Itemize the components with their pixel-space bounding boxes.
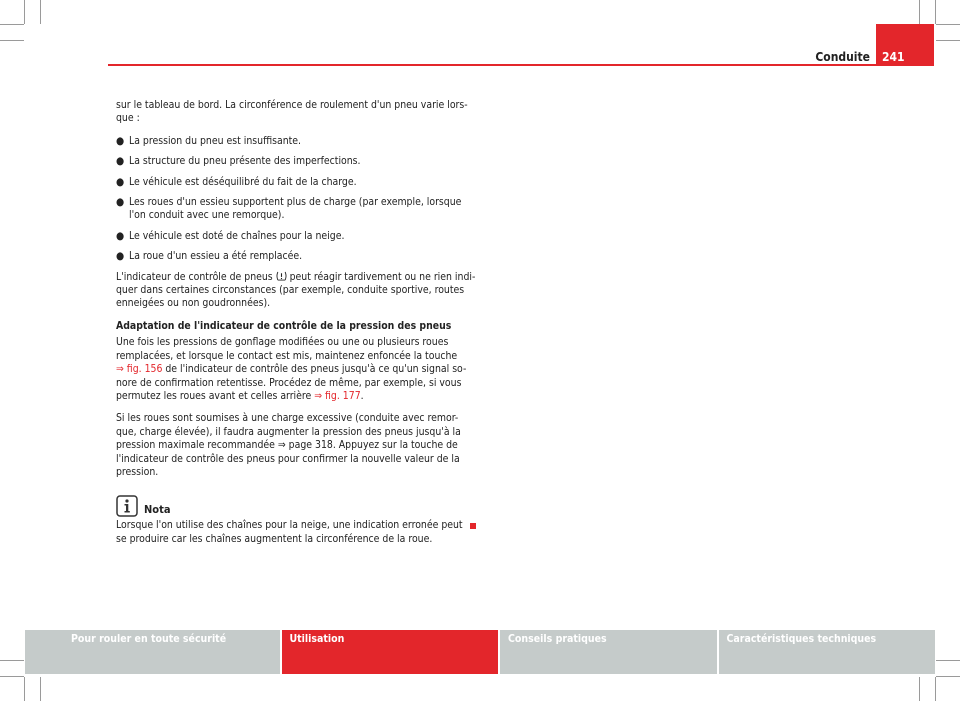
footer-tabs bbox=[25, 630, 935, 674]
crop-mark bbox=[0, 24, 24, 25]
indicator-text-end: peut réagir tardivement ou ne rien indi-quer dans certaines circonstances (par exemple, conduite sportive, routes enneigées ou non goudronnées). bbox=[116, 270, 476, 310]
adaptation-text: de l'indicateur de contrôle des pneus jusqu'à ce qu'un signal so-nore de confirmation retentisse. Procédez de même, par exemple, si vous permutez les roues avant et celles arrière bbox=[116, 363, 467, 402]
note-text: Lorsque l'on utilise des chaînes pour la neige, une indication erronée peut se produire car les chaînes augmentent la circonférence de la roue. bbox=[116, 519, 463, 545]
list-item-text: La roue d'un essieu a été remplacée. bbox=[129, 250, 303, 263]
info-note-icon bbox=[116, 495, 138, 517]
tab-technical-specs[interactable]: Caractéristiques techniques bbox=[719, 630, 936, 674]
indicator-paragraph bbox=[116, 271, 476, 311]
list-item bbox=[116, 155, 476, 168]
adaptation-heading: Adaptation de l'indicateur de contrôle de la pression des pneus bbox=[116, 319, 452, 332]
excess-load-paragraph: Si les roues sont soumises à une charge excessive (conduite avec remor-que, charge élevée), il faudra augmenter la pression des pneus jusqu'à la pression maximale recommandée ⇒ page 318. Appuyez sur la touche de l'indicateur de contrôle des pneus pour confirmer la nouvelle valeur de la pression. bbox=[116, 412, 461, 478]
main-content bbox=[116, 99, 476, 555]
crop-mark bbox=[40, 0, 41, 24]
crop-mark bbox=[936, 676, 960, 677]
bullet-icon: ● bbox=[116, 134, 125, 147]
list-item-text: Les roues d'un essieu supportent plus de charge (par exemple, lorsque l'on conduit avec une remorque). bbox=[129, 196, 462, 222]
bullet-icon: ● bbox=[116, 155, 125, 168]
list-item bbox=[116, 176, 476, 189]
indicator-text-start: L'indicateur de contrôle de pneus bbox=[116, 270, 273, 283]
fig-177-link[interactable]: ⇒ fig. 177 bbox=[314, 389, 361, 402]
crop-mark bbox=[24, 0, 25, 24]
page-number: 241 bbox=[876, 24, 934, 66]
note-header bbox=[116, 495, 476, 517]
list-item bbox=[116, 135, 476, 148]
crop-mark bbox=[919, 677, 920, 701]
adaptation-text: Une fois les pressions de gonflage modifiées ou une ou plusieurs roues remplacées, et lorsque le contact est mis, maintenez enfoncée la touche bbox=[116, 336, 458, 362]
crop-mark bbox=[919, 0, 920, 24]
bullet-icon: ● bbox=[116, 196, 125, 209]
list-item bbox=[116, 250, 476, 263]
adaptation-text: . bbox=[360, 389, 364, 402]
crop-mark bbox=[0, 40, 24, 41]
crop-mark bbox=[0, 676, 24, 677]
crop-mark bbox=[935, 0, 936, 24]
bullet-icon: ● bbox=[116, 250, 125, 263]
crop-mark bbox=[936, 40, 960, 41]
intro-paragraph: sur le tableau de bord. La circonférence de roulement d'un pneu varie lors-que : bbox=[116, 99, 468, 125]
bullet-icon: ● bbox=[116, 229, 125, 242]
tire-pressure-warning-icon bbox=[276, 271, 287, 281]
list-item-text: Le véhicule est doté de chaînes pour la neige. bbox=[129, 229, 345, 242]
fig-156-link[interactable]: ⇒ fig. 156 bbox=[116, 363, 163, 376]
adaptation-paragraph bbox=[116, 336, 476, 403]
list-item bbox=[116, 196, 476, 223]
crop-mark bbox=[936, 660, 960, 661]
crop-mark bbox=[40, 677, 41, 701]
tab-operation[interactable]: Utilisation bbox=[282, 630, 501, 674]
crop-mark bbox=[24, 677, 25, 701]
tab-safety[interactable]: Pour rouler en toute sécurité bbox=[25, 630, 282, 674]
list-item-text: La pression du pneu est insuffisante. bbox=[129, 134, 302, 147]
tab-practical-tips[interactable]: Conseils pratiques bbox=[500, 630, 719, 674]
list-item-text: Le véhicule est déséquilibré du fait de la charge. bbox=[129, 175, 357, 188]
crop-mark bbox=[0, 660, 24, 661]
crop-mark bbox=[935, 677, 936, 701]
bullet-icon: ● bbox=[116, 175, 125, 188]
header-rule bbox=[108, 64, 934, 66]
note-label: Nota bbox=[144, 502, 171, 516]
list-item-text: La structure du pneu présente des imperfections. bbox=[129, 155, 361, 168]
list-item bbox=[116, 230, 476, 243]
end-of-section-marker bbox=[470, 523, 476, 529]
chapter-title: Conduite bbox=[815, 50, 870, 64]
crop-mark bbox=[936, 24, 960, 25]
condition-list bbox=[116, 135, 476, 264]
